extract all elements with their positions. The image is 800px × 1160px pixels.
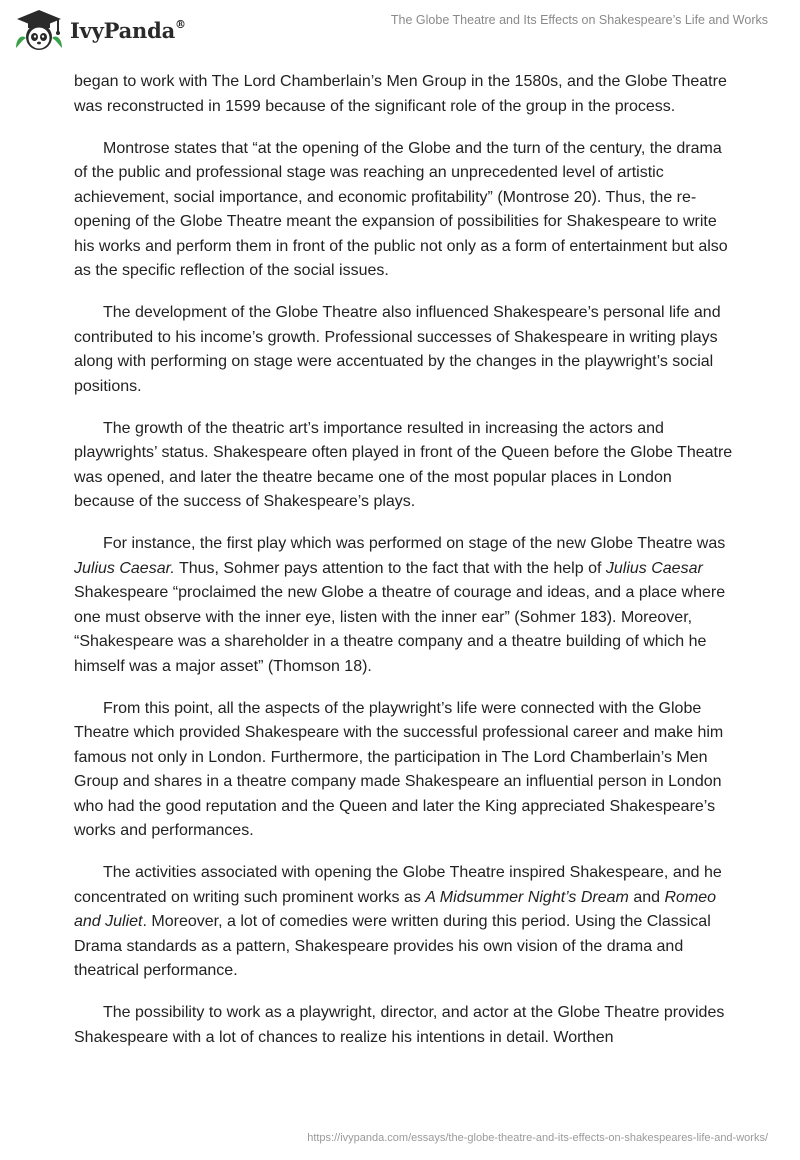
paragraph bbox=[74, 532, 734, 679]
work-title: Romeo and Juliet bbox=[74, 888, 717, 930]
paragraph bbox=[74, 1001, 734, 1050]
paragraph-text: Thus, Sohmer pays attention to the fact that with the help of bbox=[174, 559, 606, 577]
document-title: The Globe Theatre and Its Effects on Shakespeare’s Life and Works bbox=[390, 13, 768, 27]
work-title: Julius Caesar bbox=[605, 559, 703, 577]
paragraph-text: From this point, all the aspects of the playwright’s life were connected with the Globe Theatre which provided Shakespeare with the successful professional career and make him famous not only in London. Furthermore, the participation in The Lord Chamberlain’s Men Group and shares in a theatre company made Shakespeare an influential person in London who had the good reputation and the Queen and later the King appreciated Shakespeare’s works and performances. bbox=[74, 699, 724, 839]
essay-body bbox=[74, 70, 734, 1068]
paragraph-text: and bbox=[628, 888, 665, 906]
paragraph-text: Shakespeare “proclaimed the new Globe a theatre of courage and ideas, and a place where one must observe with the inner eye, listen with the inner ear” (Sohmer 183). Moreover, “Shakespeare was a shareholder in a theatre company and a theatre building of which he himself was a major asset” (Thomson 18). bbox=[74, 584, 726, 675]
work-title: A Midsummer Night’s Dream bbox=[425, 888, 629, 906]
work-title: Julius Caesar. bbox=[74, 559, 175, 577]
page-header bbox=[0, 0, 800, 62]
paragraph-text: For instance, the first play which was performed on stage of the new Globe Theatre was bbox=[103, 535, 726, 552]
paragraph-text: Montrose states that “at the opening of the Globe and the turn of the century, the drama of the public and professional stage was reaching an unprecedented level of artistic achievement, social importance, and economic profitability” (Montrose 20). Thus, the re-opening of the Globe Theatre meant the expansion of possibilities for Shakespeare to write his works and perform them in front of the public not only as a form of entertainment but also as the specific reflection of the social issues. bbox=[74, 139, 728, 279]
paragraph-text: The activities associated with opening the Globe Theatre inspired Shakespeare, and he concentrated on writing such prominent works as bbox=[74, 864, 722, 906]
paragraph-text: The growth of the theatric art’s importance resulted in increasing the actors and playwrights’ status. Shakespeare often played in front of the Queen before the Globe Theatre was opened, and later the theatre became one of the most popular places in London because of the success of Shakespeare’s plays. bbox=[74, 419, 733, 510]
paragraph bbox=[74, 861, 734, 984]
paragraph-text: The possibility to work as a playwright, director, and actor at the Globe Theatre provides Shakespeare with a lot of chances to realize his intentions in detail. Worthen bbox=[74, 1004, 725, 1046]
paragraph bbox=[74, 301, 734, 399]
paragraph bbox=[74, 70, 734, 119]
panda-graduation-cap-icon bbox=[14, 8, 64, 52]
brand-logo[interactable] bbox=[14, 8, 186, 52]
paragraph-text: The development of the Globe Theatre also influenced Shakespeare’s personal life and contributed to his income’s growth. Professional successes of Shakespeare in writing plays along with performing on stage were accentuated by the changes in the playwright’s social positions. bbox=[74, 304, 721, 395]
paragraph bbox=[74, 417, 734, 515]
paragraph-text: began to work with The Lord Chamberlain’s Men Group in the 1580s, and the Globe Theatre was reconstructed in 1599 because of the significant role of the group in the process. bbox=[74, 73, 727, 115]
paragraph-text: . Moreover, a lot of comedies were written during this period. Using the Classical Drama standards as a pattern, Shakespeare provides his own vision of the drama and theatrical performance. bbox=[74, 913, 711, 979]
brand-name: IvyPanda® bbox=[70, 17, 186, 43]
paragraph bbox=[74, 137, 734, 284]
source-url[interactable]: https://ivypanda.com/essays/the-globe-theatre-and-its-effects-on-shakespeares-life-and-works/ bbox=[307, 1132, 768, 1144]
paragraph bbox=[74, 697, 734, 844]
